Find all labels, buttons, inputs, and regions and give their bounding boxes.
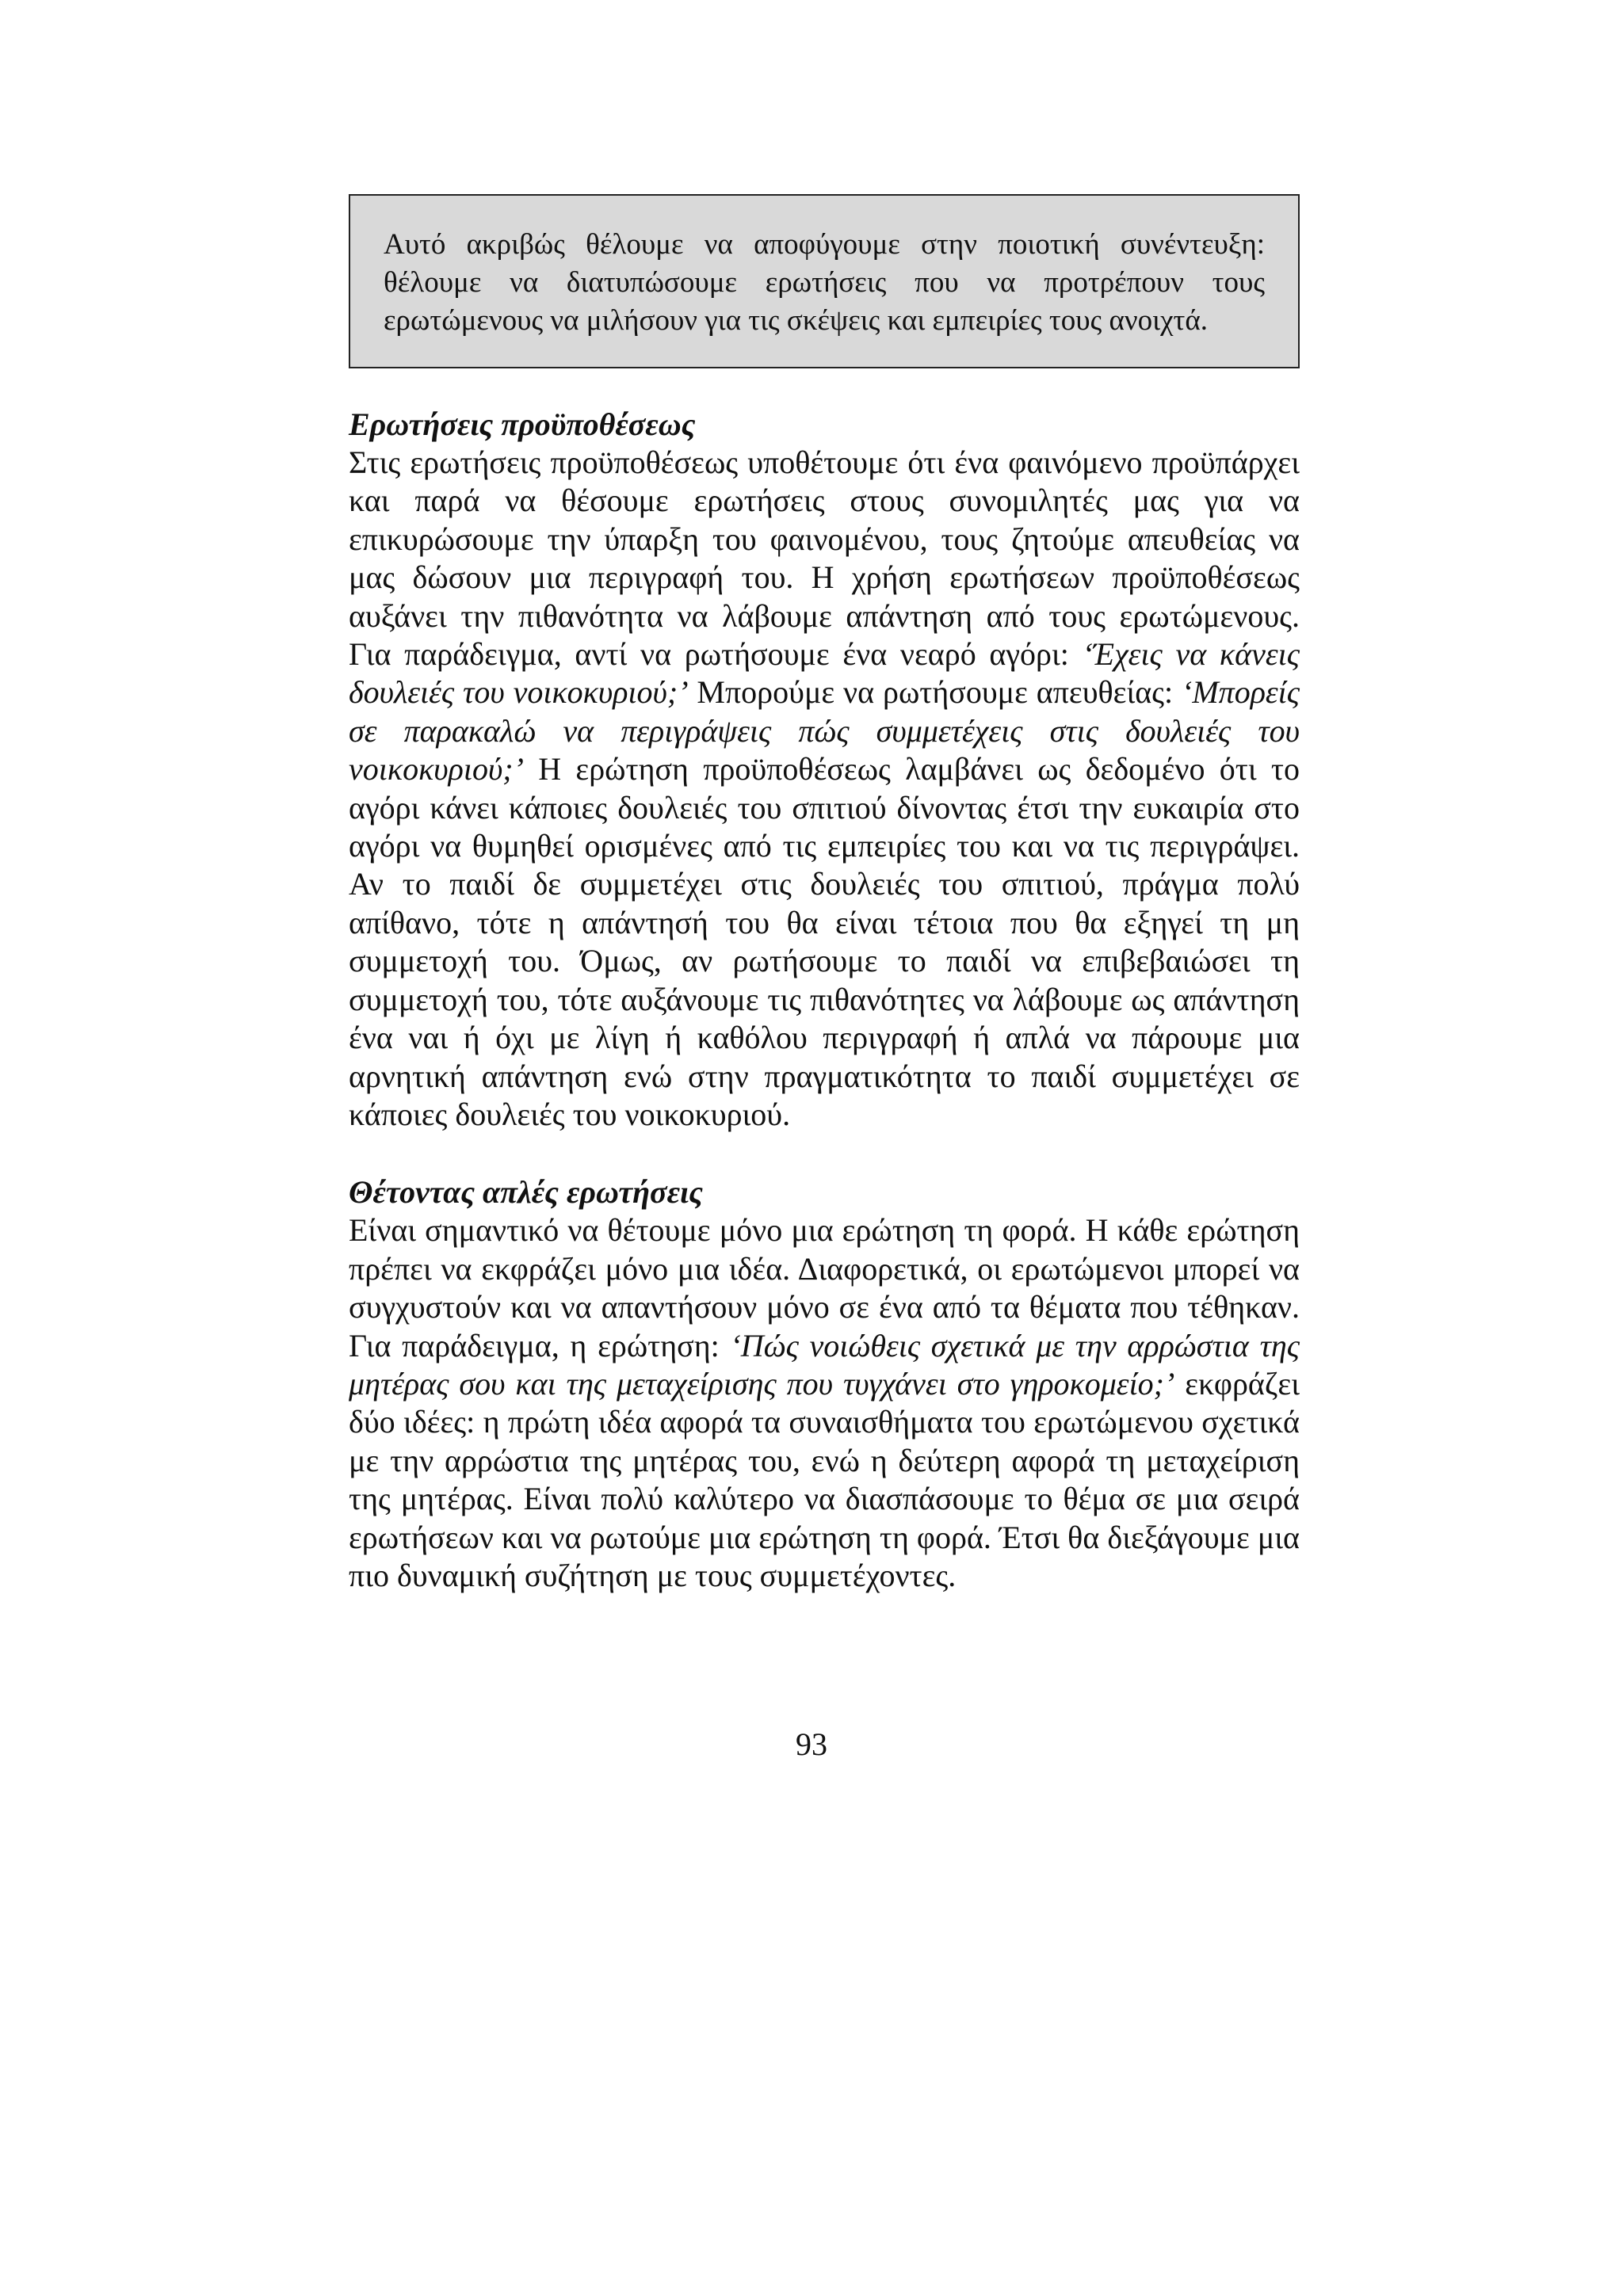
text-run: Είναι σημαντικό να θέτουμε μόνο μια ερώτηση τη φορά. Η κάθε ερώτηση πρέπει να εκφράζει μόνο μια ιδέα. Διαφορετικά, οι ερωτώμενοι μπορεί να συγχυστούν και να απαντήσουν μόνο σε ένα από τα θέματα που τέθηκαν. Για παράδειγμα, η ερώτηση: bbox=[349, 1212, 1300, 1363]
text-run: Στις ερωτήσεις προϋποθέσεως υποθέτουμε ότι ένα φαινόμενο προϋπάρχει και παρά να θέσουμε ερωτήσεις στους συνομιλητές μας για να επικυρώσουμε την ύπαρξη του φαινομένου, τους ζητούμε απευθείας να μας δώσουν μια περιγραφή του. Η χρήση ερωτήσεων προϋποθέσεως αυξάνει την πιθανότητα να λάβουμε απάντηση από τους ερωτώμενους. Για παράδειγμα, αντί να ρωτήσουμε ένα νεαρό αγόρι: bbox=[349, 444, 1300, 673]
text-run: Η ερώτηση προϋποθέσεως λαμβάνει ως δεδομένο ότι το αγόρι κάνει κάποιες δουλειές του σπιτιού δίνοντας έτσι την ευκαιρία στο αγόρι να θυμηθεί ορισμένες από τις εμπειρίες του και να τις περιγράψει. Αν το παιδί δε συμμετέχει στις δουλειές του σπιτιού, πράγμα πολύ απίθανο, τότε η απάντησή του θα είναι τέτοια που θα εξηγεί τη μη συμμετοχή του. Όμως, αν ρωτήσουμε το παιδί να επιβεβαιώσει τη συμμετοχή του, τότε αυξάνουμε τις πιθανότητες να λάβουμε ως απάντηση ένα ναι ή όχι με λίγη ή καθόλου περιγραφή ή απλά να πάρουμε μια αρνητική απάντηση ενώ στην πραγματικότητα το παιδί συμμετέχει σε κάποιες δουλειές του νοικοκυριού. bbox=[349, 751, 1300, 1132]
page-number: 93 bbox=[796, 1726, 827, 1762]
page-content bbox=[349, 406, 1300, 1595]
callout-box bbox=[349, 194, 1300, 368]
section-heading-presupposition: Ερωτήσεις προϋποθέσεως bbox=[349, 406, 696, 442]
italic-example-run: ‘Πώς νοιώθεις σχετικά με την αρρώστια της μητέρας σου και της μεταχείρισης που τυγχάνει στο γηροκομείο;’ bbox=[349, 1327, 1300, 1402]
text-run: εκφράζει δύο ιδέες: η πρώτη ιδέα αφορά τα συναισθήματα του ερωτώμενου σχετικά με την αρρώστια της μητέρας του, ενώ η δεύτερη αφορά τη μεταχείριση της μητέρας. Είναι πολύ καλύτερο να διασπάσουμε το θέμα σε μια σειρά ερωτήσεων και να ρωτούμε μια ερώτηση τη φορά. Έτσι θα διεξάγουμε μια πιο δυναμική συζήτηση με τους συμμετέχοντες. bbox=[349, 1365, 1300, 1593]
section-gap bbox=[349, 1134, 1300, 1173]
text-run: Μπορούμε να ρωτήσουμε απευθείας: bbox=[688, 674, 1182, 711]
section-heading-simple-questions: Θέτοντας απλές ερωτήσεις bbox=[349, 1174, 703, 1211]
paragraph-simple-questions bbox=[349, 1211, 1300, 1595]
italic-example-run: ‘Έχεις να κάνεις δουλειές του νοικοκυριού;’ bbox=[349, 636, 1300, 711]
callout-text: Αυτό ακριβώς θέλουμε να αποφύγουμε στην ποιοτική συνέντευξη: θέλουμε να διατυπώσουμε ερωτήσεις που να προτρέπουν τους ερωτώμενους να μιλήσουν για τις σκέψεις και εμπειρίες τους ανοιχτά. bbox=[384, 228, 1265, 337]
italic-example-run: ‘Μπορείς σε παρακαλώ να περιγράψεις πώς συμμετέχεις στις δουλειές του νοικοκυριού;’ bbox=[349, 674, 1300, 788]
paragraph-presupposition bbox=[349, 444, 1300, 1134]
